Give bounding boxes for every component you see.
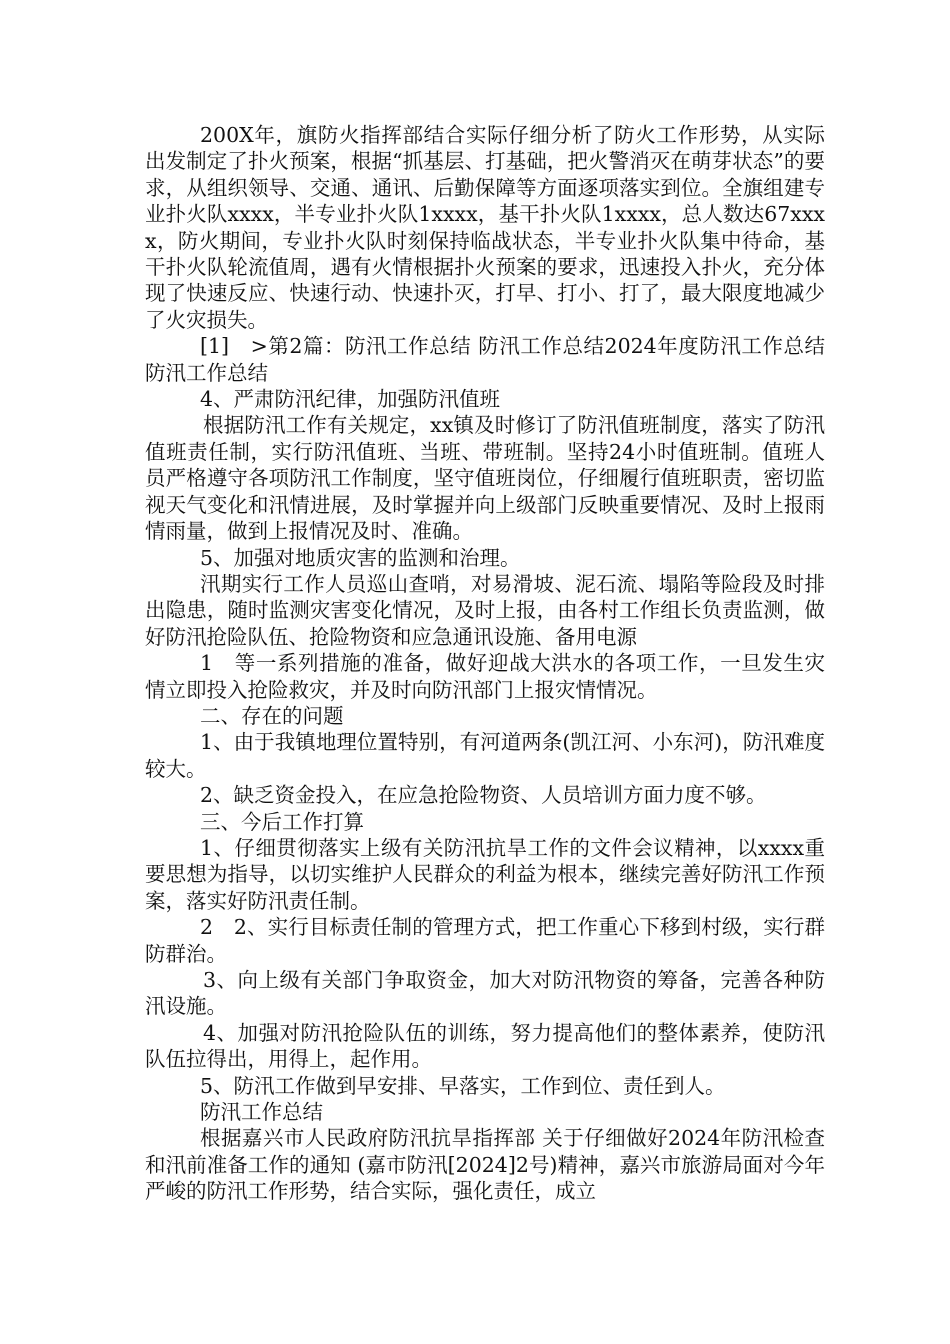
paragraph-mountain-patrol: 汛期实行工作人员巡山查哨，对易滑坡、泥石流、塌陷等险段及时排出隐患，随时监测灾害变化情况，及时上报，由各村工作组长负责监测，做好防汛抢险队伍、抢险物资和应急通讯设施、备用电源 [145,571,825,649]
paragraph-duty-system: 根据防汛工作有关规定，xx镇及时修订了防汛值班制度，落实了防汛值班责任制，实行防汛值班、当班、带班制。坚持24小时值班制。值班人员严格遵守各项防汛工作制度，坚守值班岗位，仔细履行值班职责，密切监视天气变化和汛情进展，及时掌握并向上级部门反映重要情况、及时上报雨情雨量，做到上报情况及时、准确。 [145,413,825,544]
heading-existing-problems: 二、存在的问题 [200,703,344,728]
paragraph-preparation-measures: 1 等一系列措施的准备，做好迎战大洪水的各项工作，一旦发生灾情立即投入抢险救灾，并及时向防汛部门上报灾情情况。 [145,651,825,702]
document-page [145,122,825,1205]
heading-flood-discipline: 4、严肃防汛纪律，加强防汛值班 [200,387,501,412]
paragraph-plan-5: 5、防汛工作做到早安排、早落实，工作到位、责任到人。 [200,1073,726,1098]
paragraph-plan-2: 2 2、实行目标责任制的管理方式，把工作重心下移到村级，实行群防群治。 [145,915,825,966]
paragraph-jiaxing-notice: 根据嘉兴市人民政府防汛抗旱指挥部 关于仔细做好2024年防汛检查和汛前准备工作的通知 (嘉市防汛[2024]2号)精神，嘉兴市旅游局面对今年严峻的防汛工作形势，结合实际，强化责任，成立 [145,1126,825,1204]
heading-future-plans: 三、今后工作打算 [200,809,364,834]
paragraph-plan-3: 3、向上级有关部门争取资金，加大对防汛物资的筹备，完善各种防汛设施。 [145,968,825,1019]
paragraph-article-title: [1] >第2篇：防汛工作总结 防汛工作总结2024年度防汛工作总结 防汛工作总结 [145,334,825,385]
paragraph-problem-1: 1、由于我镇地理位置特别，有河道两条(凯江河、小东河)，防汛难度较大。 [145,730,825,781]
paragraph-plan-4: 4、加强对防汛抢险队伍的训练，努力提高他们的整体素养，使防汛队伍拉得出，用得上，起作用。 [145,1020,825,1072]
paragraph-plan-1: 1、仔细贯彻落实上级有关防汛抗旱工作的文件会议精神，以xxxx重要思想为指导，以切实维护人民群众的利益为根本，继续完善好防汛工作预案，落实好防汛责任制。 [145,835,825,913]
heading-geological-hazards: 5、加强对地质灾害的监测和治理。 [200,545,521,570]
heading-flood-summary: 防汛工作总结 [200,1100,323,1125]
paragraph-problem-2: 2、缺乏资金投入，在应急抢险物资、人员培训方面力度不够。 [200,783,767,808]
paragraph-fire-prevention: 200X年，旗防火指挥部结合实际仔细分析了防火工作形势，从实际出发制定了扑火预案，根据“抓基层、打基础，把火警消灭在萌芽状态”的要求，从组织领导、交通、通讯、后勤保障等方面逐项落实到位。全旗组建专业扑火队xxxx，半专业扑火队1xxxx，基干扑火队1xxxx，总人数达67xxxx，防火期间，专业扑火队时刻保持临战状态，半专业扑火队集中待命，基干扑火队轮流值周，遇有火情根据扑火预案的要求，迅速投入扑火，充分体现了快速反应、快速行动、快速扑灭，打早、打小、打了，最大限度地减少了火灾损失。 [145,123,825,332]
